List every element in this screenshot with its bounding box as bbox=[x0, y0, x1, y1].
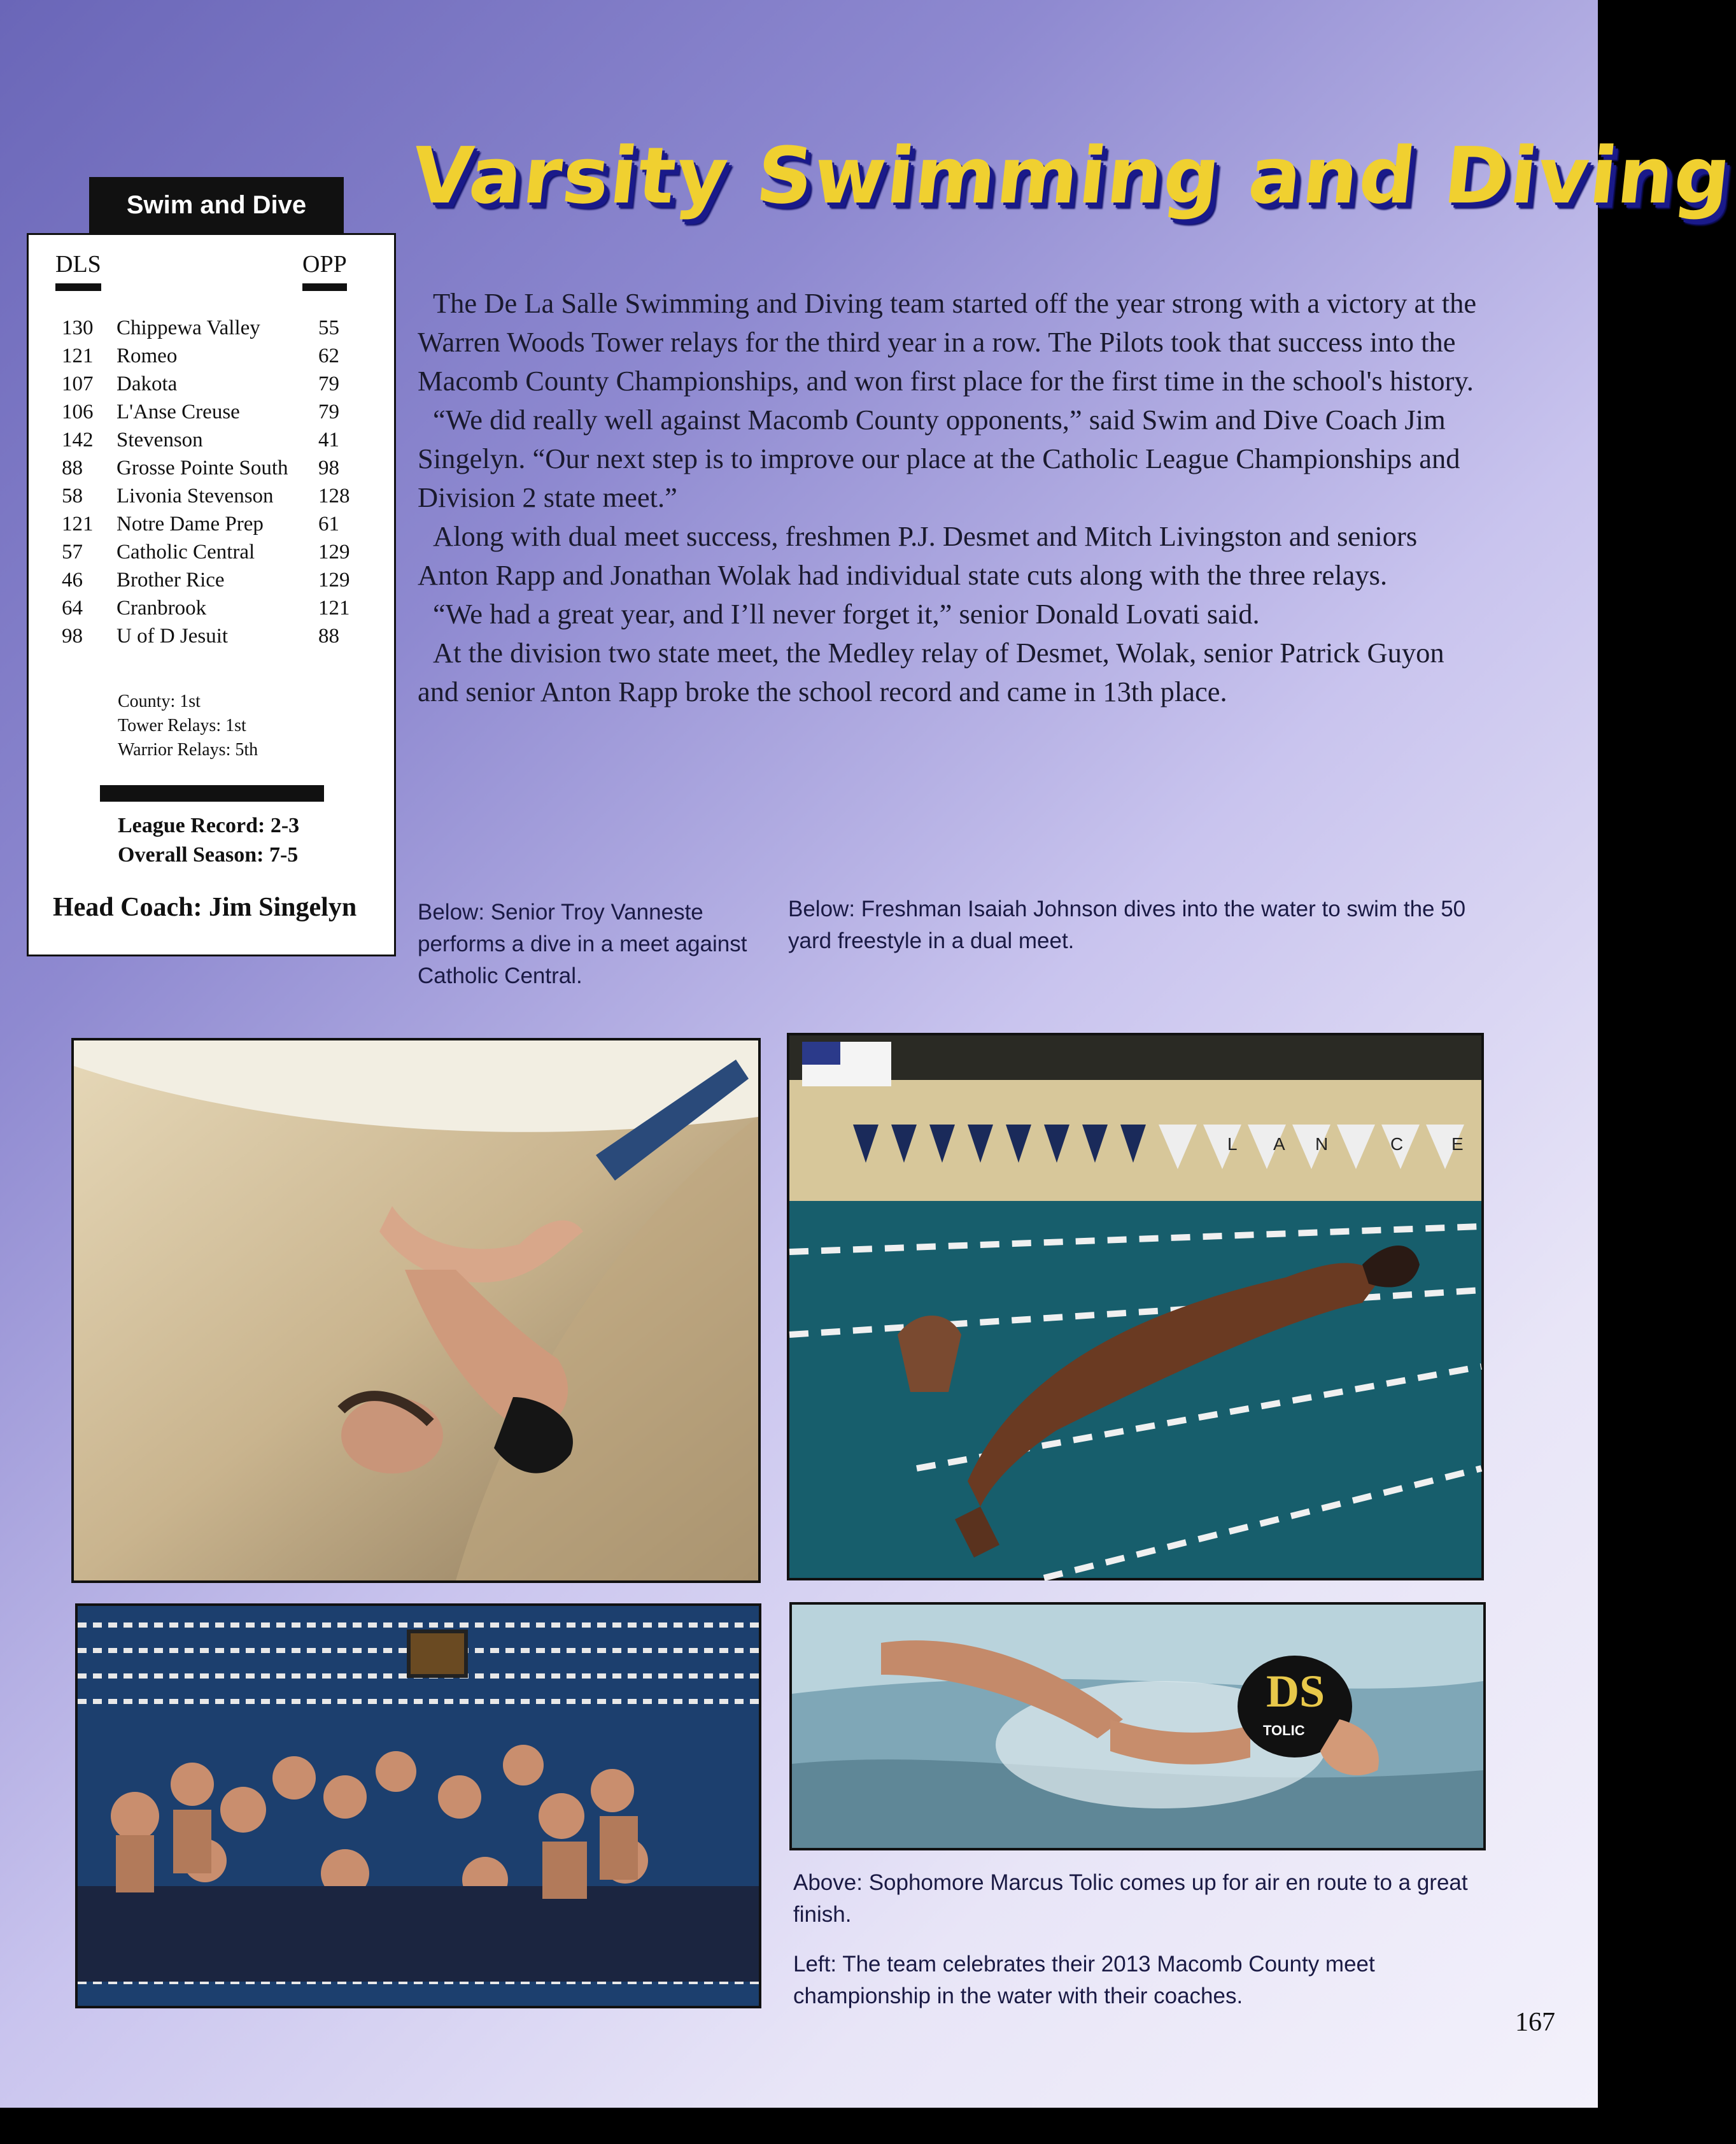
story-paragraph: “We had a great year, and I’ll never forget it,” senior Donald Lovati said. bbox=[433, 598, 1260, 630]
story-paragraph: Along with dual meet success, freshmen P.J. Desmet and Mitch Livingston and seniors Anton Rapp and Jonathan Wolak had individual state cuts along with the three relays. bbox=[418, 520, 1418, 591]
result-row: 121 Notre Dame Prep 61 bbox=[62, 513, 339, 536]
result-row: 130 Chippewa Valley 55 bbox=[62, 316, 339, 339]
result-row: 106 L'Anse Creuse 79 bbox=[62, 401, 339, 423]
banner-letter: E bbox=[1451, 1134, 1464, 1154]
scoreboard-tab: Swim and Dive bbox=[89, 177, 344, 233]
result-row: 142 Stevenson 41 bbox=[62, 429, 339, 451]
freestyle-photo bbox=[787, 1033, 1484, 1580]
dls-column-header: DLS bbox=[55, 250, 101, 291]
overall-season: Overall Season: 7-5 bbox=[118, 843, 299, 867]
result-row: 64 Cranbrook 121 bbox=[62, 597, 350, 620]
cap-name: TOLIC bbox=[1263, 1722, 1305, 1738]
result-row: 57 Catholic Central 129 bbox=[62, 541, 350, 564]
page-title: Varsity Swimming and Diving bbox=[407, 131, 1736, 221]
scoreboard-box bbox=[27, 233, 396, 956]
league-record: League Record: 2-3 bbox=[118, 814, 300, 837]
honor-tower-relays: Tower Relays: 1st bbox=[118, 716, 246, 735]
caption-tolic: Above: Sophomore Marcus Tolic comes up for air en route to a great finish. bbox=[793, 1870, 1468, 1927]
result-row: 98 U of D Jesuit 88 bbox=[62, 625, 339, 648]
result-row: 46 Brother Rice 129 bbox=[62, 569, 350, 592]
caption-diver: Below: Senior Troy Vanneste performs a dive in a meet against Catholic Central. bbox=[418, 900, 747, 988]
result-row: 107 Dakota 79 bbox=[62, 373, 339, 395]
page-number: 167 bbox=[1515, 2008, 1555, 2037]
team-photo-illustration bbox=[78, 1606, 759, 2006]
tolic-photo bbox=[789, 1602, 1486, 1850]
divider-bar bbox=[100, 785, 324, 802]
banner-letter: N bbox=[1315, 1134, 1329, 1154]
head-coach: Head Coach: Jim Singelyn bbox=[53, 893, 357, 922]
diver-photo bbox=[71, 1038, 761, 1583]
banner-letter: C bbox=[1390, 1134, 1404, 1154]
story-paragraph: At the division two state meet, the Medley relay of Desmet, Wolak, senior Patrick Guyon and senior Anton Rapp broke the school record and came in 13th place. bbox=[418, 637, 1444, 707]
result-row: 58 Livonia Stevenson 128 bbox=[62, 485, 350, 508]
caption-freestyle: Below: Freshman Isaiah Johnson dives into the water to swim the 50 yard freestyle in a dual meet. bbox=[788, 897, 1466, 953]
cap-logo: DS bbox=[1266, 1666, 1325, 1717]
result-row: 121 Romeo 62 bbox=[62, 344, 339, 367]
honor-county: County: 1st bbox=[118, 692, 201, 711]
result-row: 88 Grosse Pointe South 98 bbox=[62, 457, 339, 479]
banner-letter: A bbox=[1273, 1134, 1285, 1154]
diver-photo-illustration bbox=[74, 1040, 758, 1580]
story-paragraph: “We did really well against Macomb County opponents,” said Swim and Dive Coach Jim Singelyn. “Our next step is to improve our place at the Catholic League Championships and Division 2 state meet.” bbox=[418, 404, 1460, 513]
banner-letter: L bbox=[1227, 1134, 1238, 1154]
opp-column-header: OPP bbox=[302, 250, 347, 291]
tolic-photo-illustration bbox=[792, 1605, 1483, 1848]
team-photo bbox=[75, 1603, 761, 2008]
story-paragraph: The De La Salle Swimming and Diving team started off the year strong with a victory at the Warren Woods Tower relays for the third year in a row. The Pilots took that success into the Macomb County Championships, and won first place for the first time in the school's history. bbox=[418, 287, 1477, 397]
honor-warrior-relays: Warrior Relays: 5th bbox=[118, 740, 258, 760]
story-text bbox=[418, 284, 1487, 711]
caption-team: Left: The team celebrates their 2013 Macomb County meet championship in the water with their coaches. bbox=[793, 1952, 1375, 2008]
freestyle-photo-illustration bbox=[789, 1035, 1481, 1578]
honors-list bbox=[118, 690, 258, 762]
season-records bbox=[118, 811, 299, 870]
